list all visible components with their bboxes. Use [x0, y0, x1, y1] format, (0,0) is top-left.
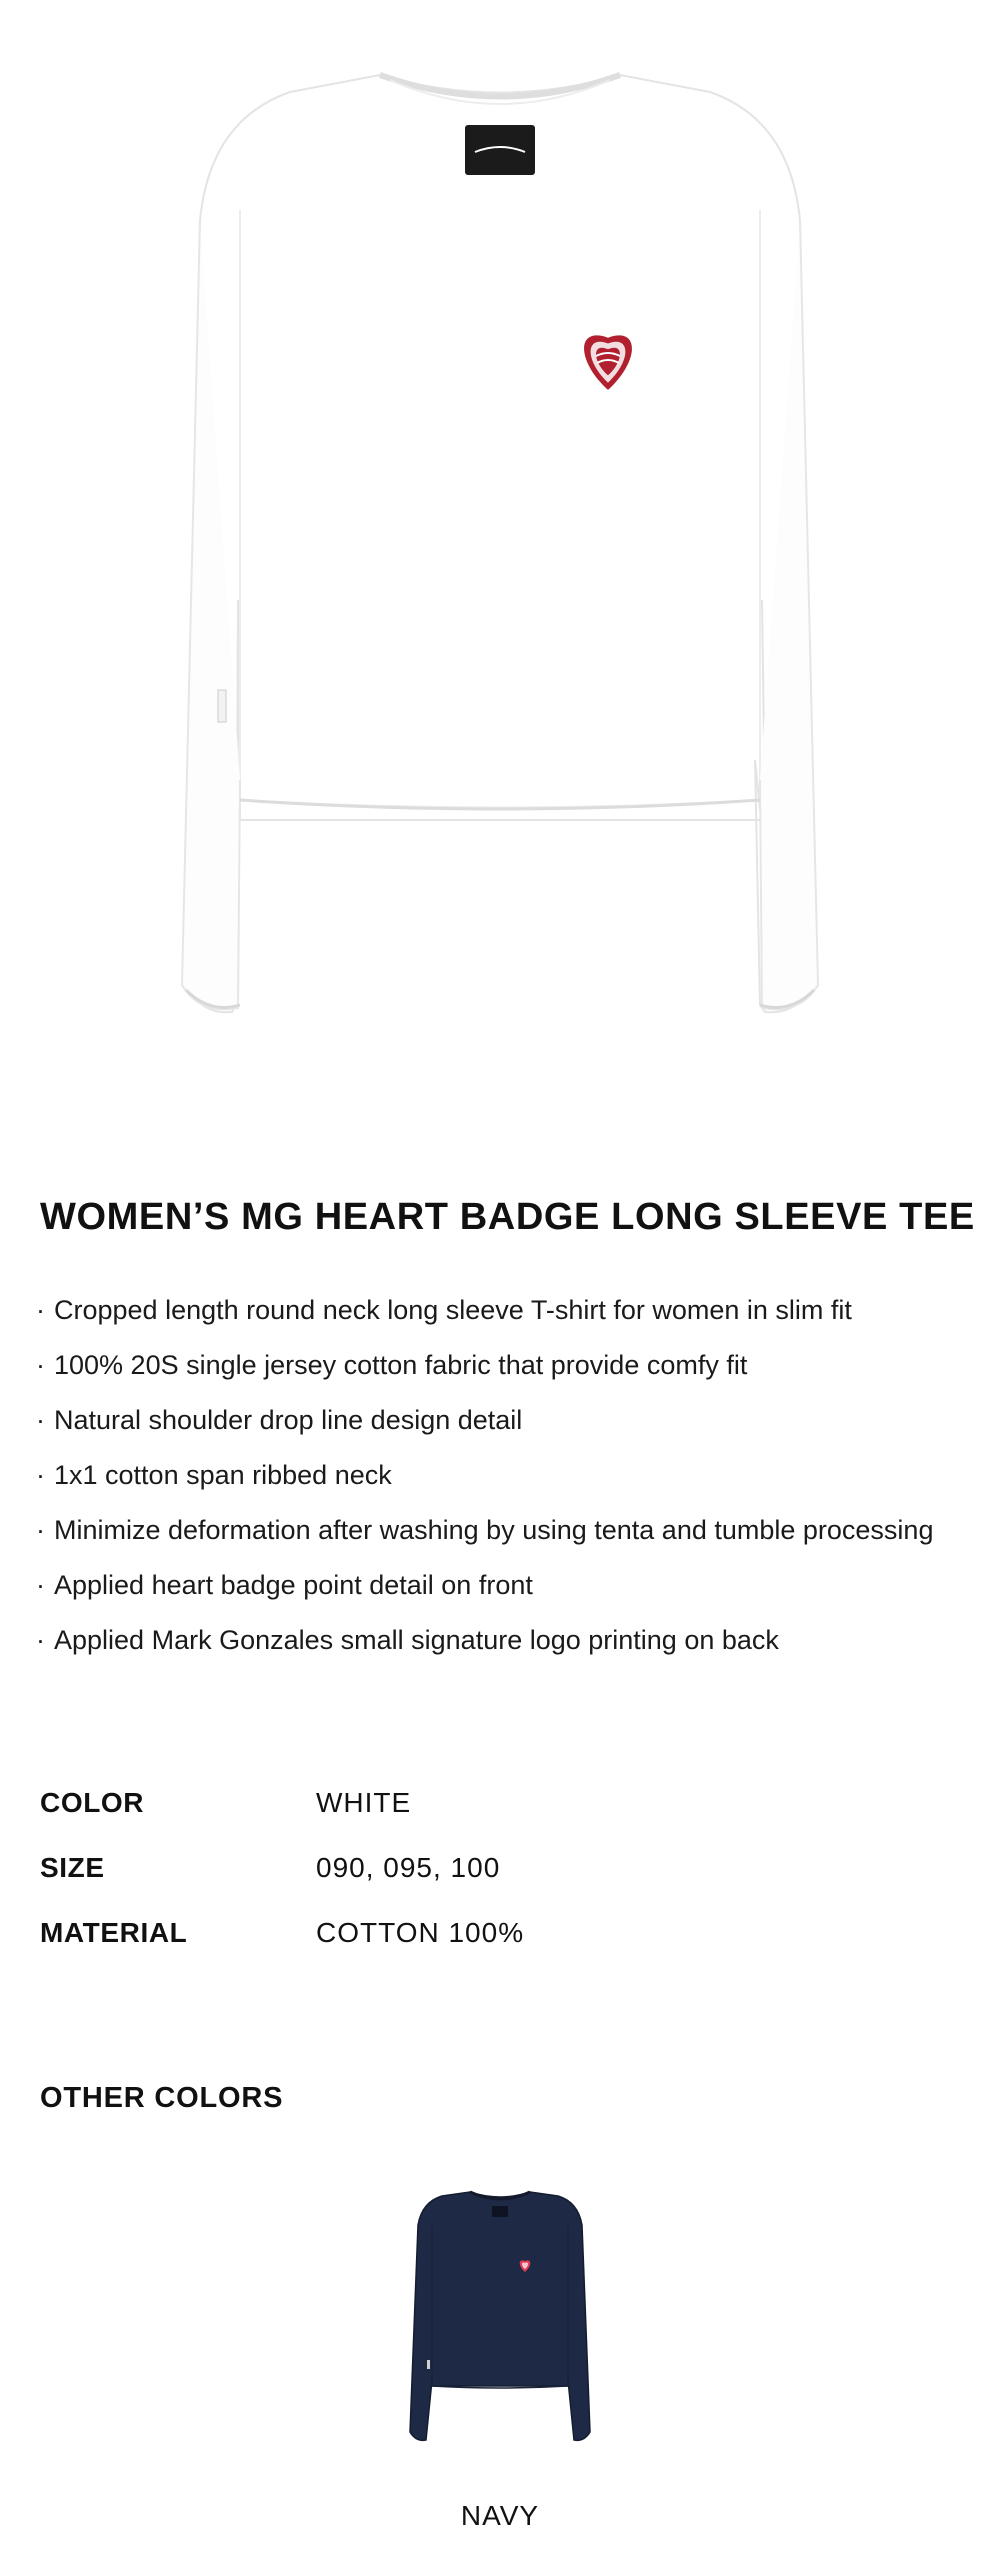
- shirt-body: [185, 75, 815, 1012]
- feature-item: · Applied heart badge point detail on front: [36, 1567, 986, 1622]
- spec-label: MATERIAL: [40, 1917, 188, 1948]
- side-tag: [218, 690, 226, 722]
- bullet-icon: ·: [36, 1570, 45, 1600]
- spec-label: COLOR: [40, 1787, 145, 1818]
- bullet-icon: ·: [36, 1405, 45, 1435]
- product-title: WOMEN’S MG HEART BADGE LONG SLEEVE TEE: [40, 1196, 975, 1238]
- feature-item: · 100% 20S single jersey cotton fabric that provide comfy fit: [36, 1347, 986, 1402]
- spec-value: WHITE: [316, 1787, 412, 1818]
- feature-item: · Applied Mark Gonzales small signature logo printing on back: [36, 1622, 986, 1677]
- spec-label: SIZE: [40, 1852, 105, 1883]
- feature-item: · 1x1 cotton span ribbed neck: [36, 1457, 986, 1512]
- feature-list: [36, 1292, 986, 1677]
- spec-row-material: [40, 1915, 960, 1980]
- neck-label: [465, 125, 535, 175]
- bullet-icon: ·: [36, 1625, 45, 1655]
- spec-row-size: [40, 1850, 960, 1915]
- feature-item: · Natural shoulder drop line design detail: [36, 1402, 986, 1457]
- white-tee-illustration: [0, 0, 1000, 1090]
- other-colors-title: OTHER COLORS: [40, 2082, 284, 2114]
- color-swatch-navy[interactable]: [370, 2180, 630, 2460]
- feature-item: · Cropped length round neck long sleeve T-shirt for women in slim fit: [36, 1292, 986, 1347]
- bullet-icon: ·: [36, 1295, 45, 1325]
- bullet-icon: ·: [36, 1515, 45, 1545]
- product-main-image: [0, 0, 1000, 1090]
- spec-table: [40, 1785, 960, 1980]
- spec-row-color: [40, 1785, 960, 1850]
- feature-item: · Minimize deformation after washing by using tenta and tumble processing: [36, 1512, 986, 1567]
- color-swatch-label: NAVY: [460, 2500, 540, 2531]
- spec-value: COTTON 100%: [316, 1917, 525, 1948]
- spec-value: 090, 095, 100: [316, 1852, 501, 1883]
- navy-tee-thumbnail: [370, 2180, 630, 2460]
- bullet-icon: ·: [36, 1350, 45, 1380]
- bullet-icon: ·: [36, 1460, 45, 1490]
